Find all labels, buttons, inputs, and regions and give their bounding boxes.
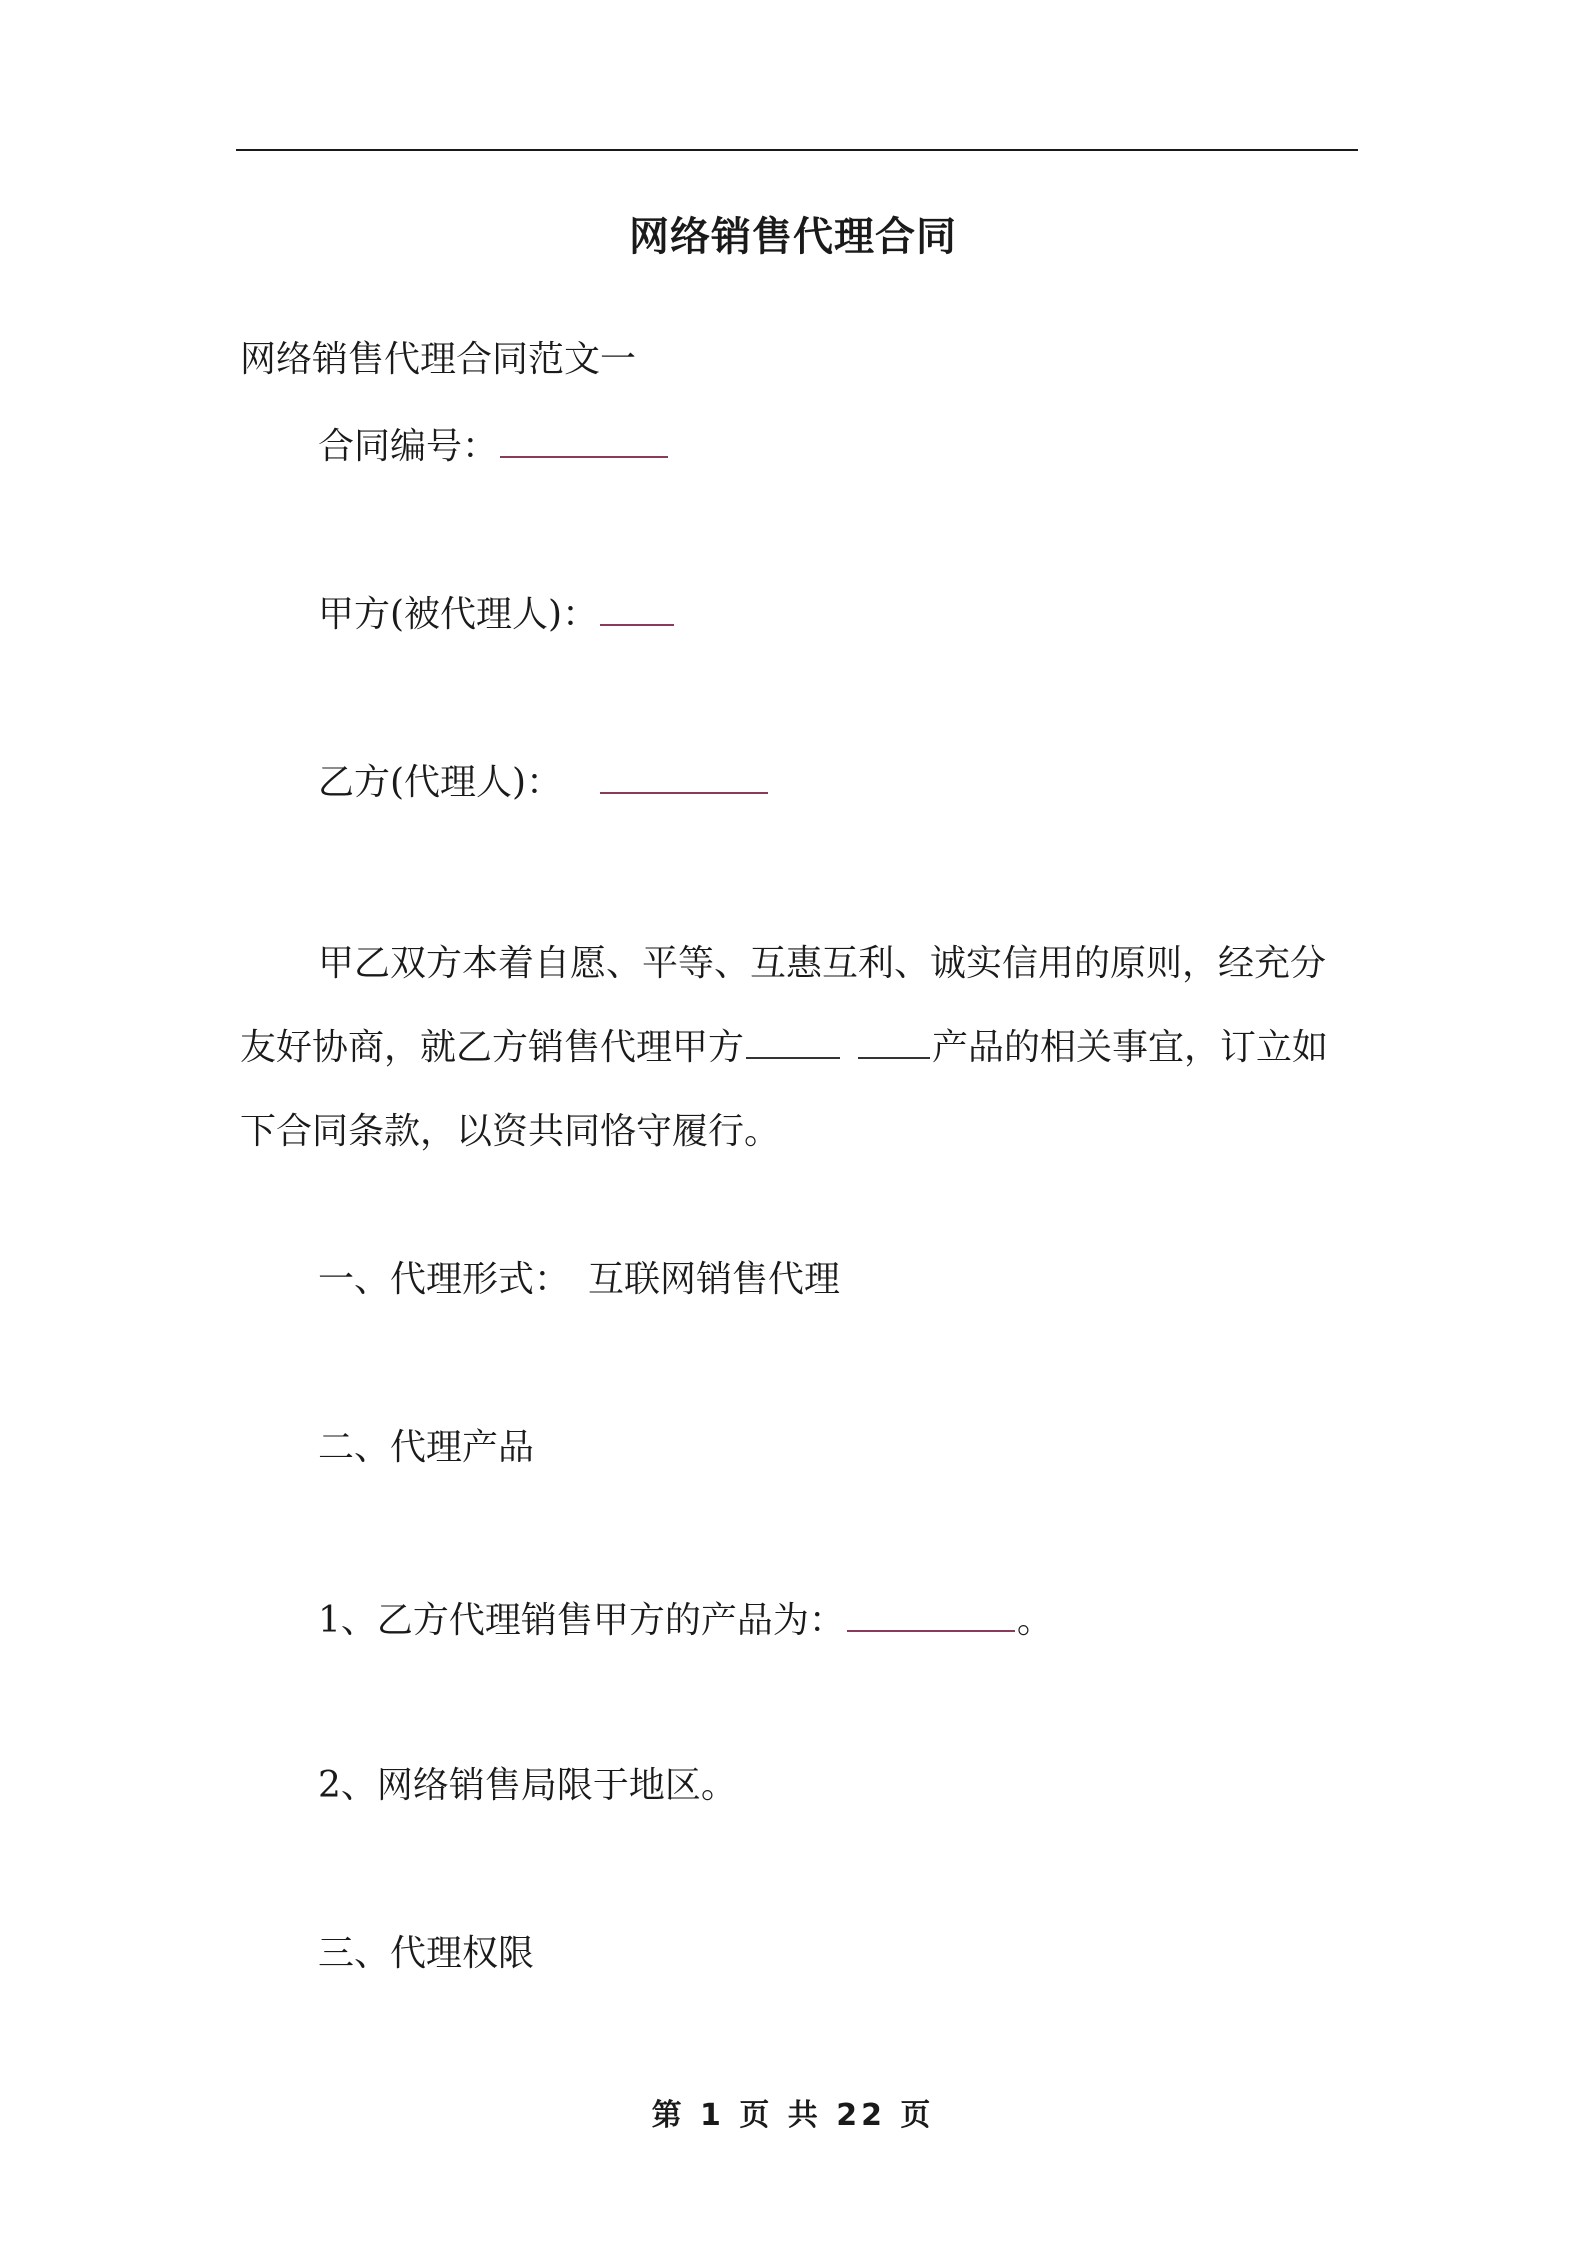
party-b-line bbox=[318, 756, 770, 807]
item-1-label: 1、乙方代理销售甲方的产品为： bbox=[318, 1600, 845, 1641]
intro-line-2-a: 友好协商，就乙方销售代理甲方 bbox=[240, 1027, 745, 1068]
contract-number-blank[interactable] bbox=[500, 420, 668, 458]
item-2-line: 2、网络销售局限于地区。 bbox=[318, 1765, 737, 1806]
intro-line-2-b: 产品的相关事宜，订立如 bbox=[932, 1027, 1329, 1068]
intro-line-3: 下合同条款，以资共同恪守履行。 bbox=[240, 1111, 781, 1152]
party-a-blank[interactable] bbox=[600, 588, 674, 626]
party-a-label: 甲方(被代理人)： bbox=[318, 594, 599, 635]
party-a-line bbox=[318, 588, 676, 639]
document-title: 网络销售代理合同 bbox=[629, 213, 957, 260]
product-blank-2[interactable] bbox=[858, 1021, 930, 1059]
contract-number-line bbox=[318, 420, 670, 471]
contract-number-label: 合同编号： bbox=[318, 426, 499, 467]
section-2-heading: 二、代理产品 bbox=[318, 1427, 535, 1468]
section-1-heading: 一、代理形式： 互联网销售代理 bbox=[318, 1259, 841, 1300]
item-1-line bbox=[318, 1594, 1053, 1645]
header-rule bbox=[236, 149, 1358, 151]
product-blank-1[interactable] bbox=[746, 1021, 840, 1059]
document-subtitle: 网络销售代理合同范文一 bbox=[240, 339, 637, 380]
item-1-end: 。 bbox=[1016, 1600, 1053, 1641]
product-name-blank[interactable] bbox=[847, 1594, 1015, 1632]
intro-line-2 bbox=[240, 1006, 1360, 1090]
page-counter: 第 1 页 共 22 页 bbox=[651, 2098, 935, 2133]
party-b-blank[interactable] bbox=[600, 756, 768, 794]
party-b-label: 乙方(代理人)： bbox=[318, 762, 563, 803]
intro-paragraph bbox=[240, 922, 1360, 1174]
intro-line-1: 甲乙双方本着自愿、平等、互惠互利、诚实信用的原则，经充分 bbox=[318, 943, 1327, 984]
section-3-heading: 三、代理权限 bbox=[318, 1933, 535, 1974]
